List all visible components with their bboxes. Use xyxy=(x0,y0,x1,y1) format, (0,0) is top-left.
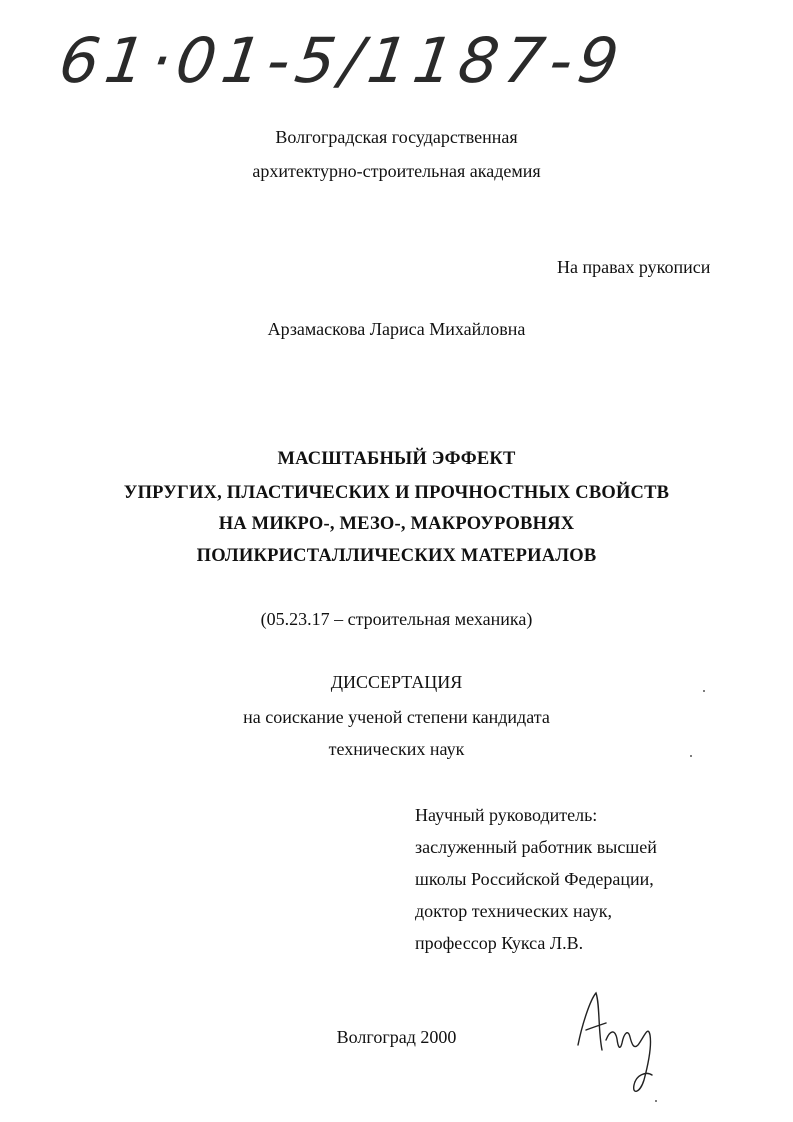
title-line-4: ПОЛИКРИСТАЛЛИЧЕСКИХ МАТЕРИАЛОВ xyxy=(196,546,597,566)
supervisor-line-1: Научный руководитель: xyxy=(415,805,598,825)
institution-line-1: Волгоградская государственная xyxy=(275,127,518,147)
archive-code-handwritten xyxy=(54,24,630,140)
supervisor-line-3: школы Российской Федерации, xyxy=(415,869,654,889)
scan-speck xyxy=(703,690,705,692)
title-line-2: УПРУГИХ, ПЛАСТИЧЕСКИХ И ПРОЧНОСТНЫХ СВОЙСТВ xyxy=(123,483,670,503)
title-line-1: МАСШТАБНЫЙ ЭФФЕКТ xyxy=(277,449,516,469)
specialty-code: (05.23.17 – строительная механика) xyxy=(260,609,533,629)
scan-speck xyxy=(655,1100,657,1102)
work-type: ДИССЕРТАЦИЯ xyxy=(330,672,463,692)
scan-speck xyxy=(690,755,692,757)
archive-code: 61·01-5/1187-9 xyxy=(54,24,630,97)
signature xyxy=(560,985,670,1100)
supervisor-line-4: доктор технических наук, xyxy=(415,901,612,921)
institution-line-2: архитектурно-строительная академия xyxy=(252,161,541,181)
place-year: Волгоград 2000 xyxy=(336,1027,457,1047)
degree-line-1: на соискание ученой степени кандидата xyxy=(243,707,550,727)
rights-notice: На правах рукописи xyxy=(557,257,711,277)
supervisor-line-2: заслуженный работник высшей xyxy=(415,837,657,857)
author-name: Арзамаскова Лариса Михайловна xyxy=(267,319,526,339)
title-line-3: НА МИКРО-, МЕЗО-, МАКРОУРОВНЯХ xyxy=(218,514,575,534)
degree-line-2: технических наук xyxy=(328,739,465,759)
supervisor-line-5: профессор Кукса Л.В. xyxy=(415,933,584,953)
signature-icon xyxy=(560,985,670,1100)
